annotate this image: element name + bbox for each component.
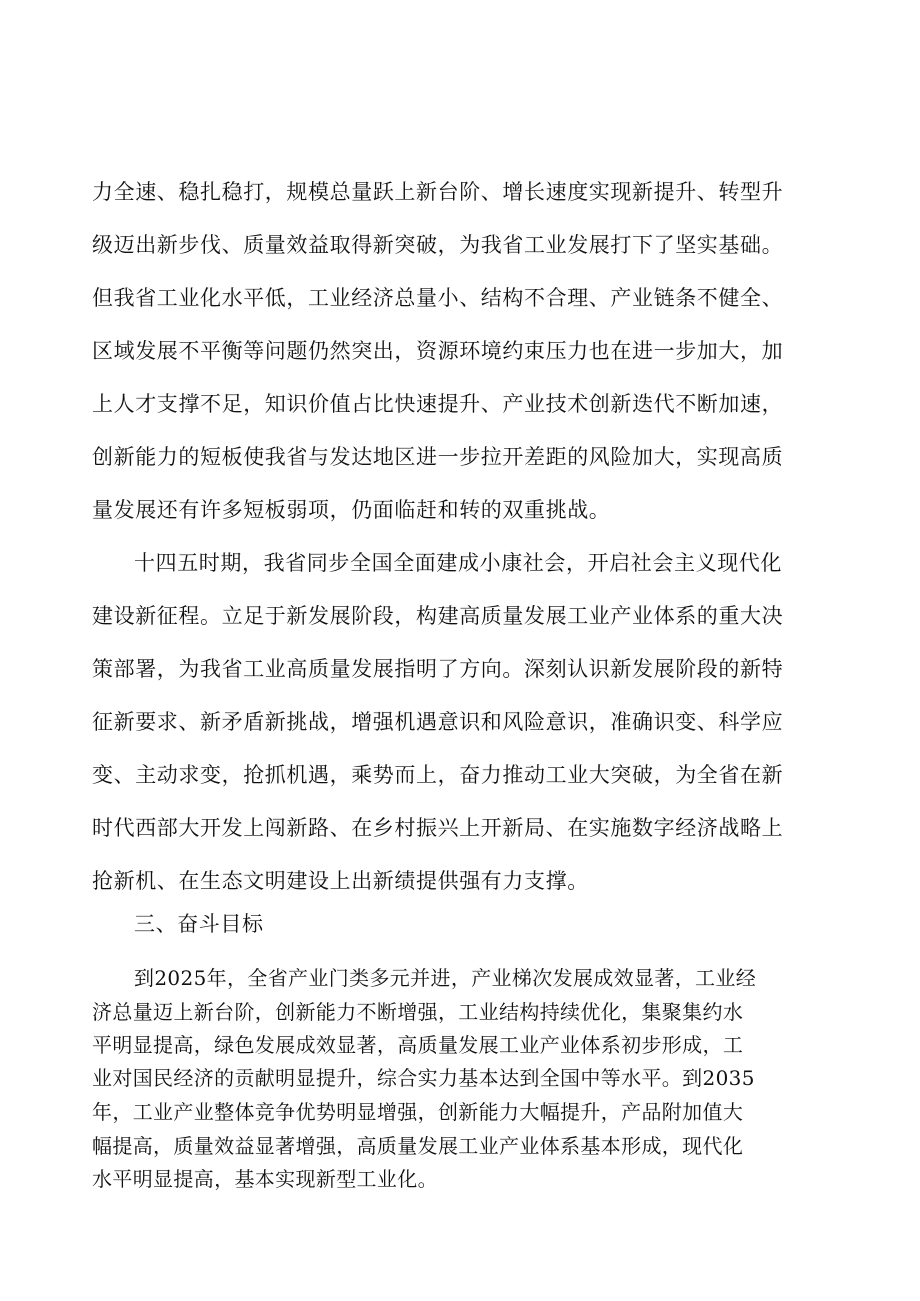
paragraph1-line-2: 级迈出新步伐、质量效益取得新突破，为我省工业发展打下了坚实基础。 — [92, 233, 784, 257]
paragraph3-line-1: 到2025年，全省产业门类多元并进，产业梯次发展成效显著，工业经 — [134, 966, 757, 990]
paragraph3-line-2: 济总量迈上新台阶，创新能力不断增强，工业结构持续优化，集聚集约水 — [92, 1000, 744, 1024]
paragraph1-line-3: 但我省工业化水平低，工业经济总量小、结构不合理、产业链条不健全、 — [92, 286, 784, 310]
paragraph3-line-4: 业对国民经济的贡献明显提升，综合实力基本达到全国中等水平。到2035 — [92, 1066, 755, 1090]
paragraph2-line-4: 征新要求、新矛盾新挑战，增强机遇意识和风险意识，准确识变、科学应 — [92, 710, 784, 734]
paragraph3-line-3: 平明显提高，绿色发展成效显著，高质量发展工业产业体系初步形成，工 — [92, 1033, 744, 1057]
paragraph1-line-1: 力全速、稳扎稳打，规模总量跃上新台阶、增长速度实现新提升、转型升 — [92, 180, 784, 204]
paragraph1-line-6: 创新能力的短板使我省与发达地区进一步拉开差距的风险加大，实现高质 — [92, 445, 784, 469]
paragraph1-line-7: 量发展还有许多短板弱项，仍面临赶和转的双重挑战。 — [92, 498, 611, 522]
paragraph2-line-5: 变、主动求变，抢抓机遇，乘势而上，奋力推动工业大突破，为全省在新 — [92, 763, 784, 787]
section-heading: 三、奋斗目标 — [134, 912, 264, 936]
paragraph2-line-2: 建设新征程。立足于新发展阶段，构建高质量发展工业产业体系的重大决 — [92, 604, 784, 628]
paragraph1-line-4: 区域发展不平衡等问题仍然突出，资源环境约束压力也在进一步加大，加 — [92, 339, 784, 363]
paragraph2-line-6: 时代西部大开发上闯新路、在乡村振兴上开新局、在实施数字经济战略上 — [92, 816, 784, 840]
paragraph2-line-7: 抢新机、在生态文明建设上出新绩提供强有力支撑。 — [92, 869, 589, 893]
paragraph3-line-6: 幅提高，质量效益显著增强，高质量发展工业产业体系基本形成，现代化 — [92, 1134, 744, 1158]
paragraph2-line-3: 策部署，为我省工业高质量发展指明了方向。深刻认识新发展阶段的新特 — [92, 657, 784, 681]
paragraph3-line-5: 年，工业产业整体竞争优势明显增强，创新能力大幅提升，产品附加值大 — [92, 1100, 744, 1124]
paragraph2-line-1: 十四五时期，我省同步全国全面建成小康社会，开启社会主义现代化 — [134, 551, 782, 575]
paragraph3-line-7: 水平明显提高，基本实现新型工业化。 — [92, 1167, 438, 1191]
paragraph1-line-5: 上人才支撑不足，知识价值占比快速提升、产业技术创新迭代不断加速， — [92, 392, 784, 416]
